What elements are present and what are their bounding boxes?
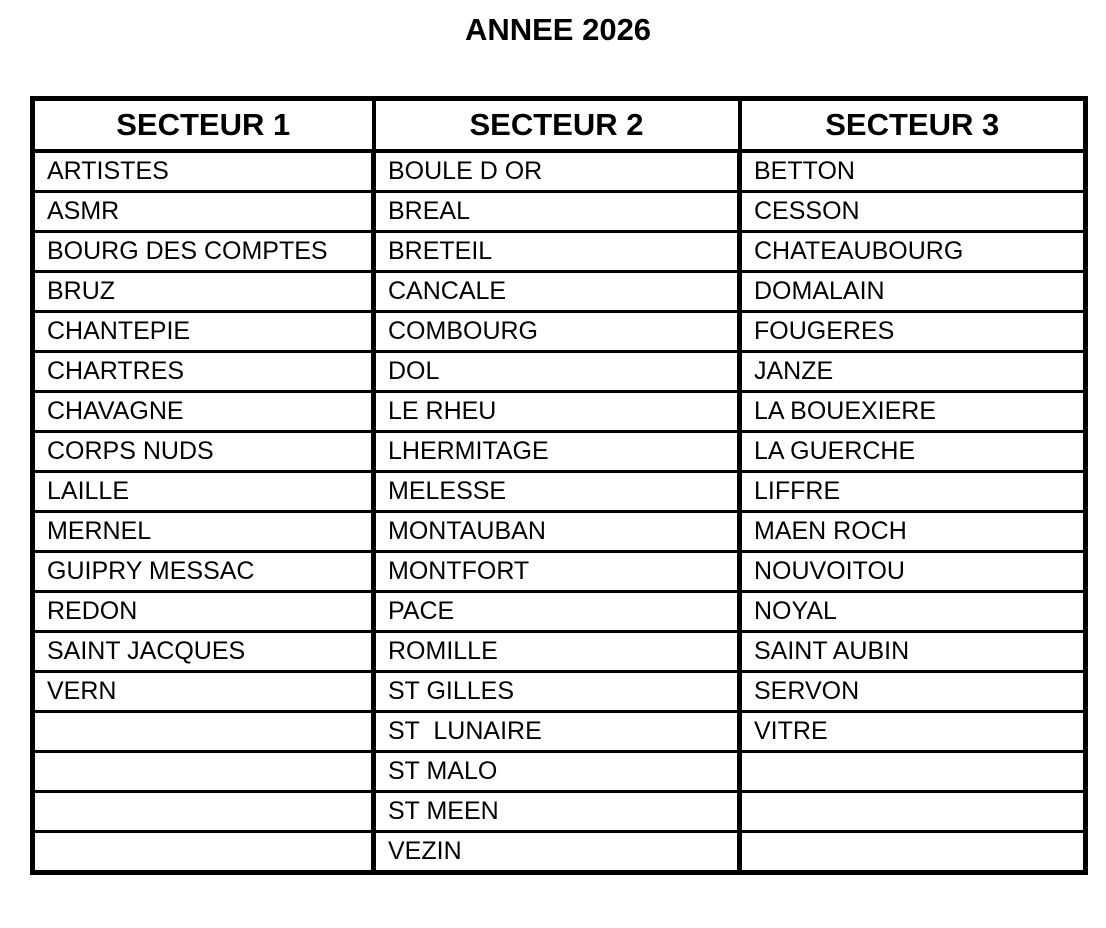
cell-secteur-3: BETTON — [740, 151, 1086, 192]
table-row — [33, 232, 1086, 272]
cell-secteur-2: VEZIN — [374, 832, 740, 873]
table-row — [33, 832, 1086, 873]
cell-secteur-1: VERN — [33, 672, 374, 712]
cell-secteur-2: MELESSE — [374, 472, 740, 512]
cell-secteur-3 — [740, 752, 1086, 792]
cell-secteur-1: LAILLE — [33, 472, 374, 512]
cell-secteur-3: SERVON — [740, 672, 1086, 712]
cell-secteur-1: SAINT JACQUES — [33, 632, 374, 672]
cell-secteur-2: BOULE D OR — [374, 151, 740, 192]
cell-secteur-3 — [740, 792, 1086, 832]
table-row — [33, 752, 1086, 792]
cell-secteur-1: REDON — [33, 592, 374, 632]
cell-secteur-3: CHATEAUBOURG — [740, 232, 1086, 272]
cell-secteur-1: MERNEL — [33, 512, 374, 552]
table-row — [33, 192, 1086, 232]
table-row — [33, 552, 1086, 592]
cell-secteur-1: ASMR — [33, 192, 374, 232]
cell-secteur-2: BREAL — [374, 192, 740, 232]
cell-secteur-1: GUIPRY MESSAC — [33, 552, 374, 592]
cell-secteur-3: DOMALAIN — [740, 272, 1086, 312]
cell-secteur-2: ROMILLE — [374, 632, 740, 672]
cell-secteur-1: BOURG DES COMPTES — [33, 232, 374, 272]
table-row — [33, 712, 1086, 752]
cell-secteur-2: MONTFORT — [374, 552, 740, 592]
sector-table — [30, 96, 1088, 875]
page-title: ANNEE 2026 — [464, 12, 652, 47]
cell-secteur-1 — [33, 712, 374, 752]
cell-secteur-3: VITRE — [740, 712, 1086, 752]
cell-secteur-1: CHARTRES — [33, 352, 374, 392]
cell-secteur-1: ARTISTES — [33, 151, 374, 192]
cell-secteur-3 — [740, 832, 1086, 873]
cell-secteur-2: ST MALO — [374, 752, 740, 792]
cell-secteur-3: MAEN ROCH — [740, 512, 1086, 552]
header-row — [33, 99, 1086, 152]
cell-secteur-2: ST GILLES — [374, 672, 740, 712]
cell-secteur-3: FOUGERES — [740, 312, 1086, 352]
table-row — [33, 472, 1086, 512]
cell-secteur-2: BRETEIL — [374, 232, 740, 272]
table-row — [33, 632, 1086, 672]
cell-secteur-1 — [33, 792, 374, 832]
cell-secteur-1 — [33, 832, 374, 873]
cell-secteur-3: NOUVOITOU — [740, 552, 1086, 592]
cell-secteur-2: PACE — [374, 592, 740, 632]
cell-secteur-1: CORPS NUDS — [33, 432, 374, 472]
table-row — [33, 272, 1086, 312]
table-row — [33, 151, 1086, 192]
cell-secteur-2: ST LUNAIRE — [374, 712, 740, 752]
table-row — [33, 512, 1086, 552]
cell-secteur-2: MONTAUBAN — [374, 512, 740, 552]
cell-secteur-2: COMBOURG — [374, 312, 740, 352]
cell-secteur-1 — [33, 752, 374, 792]
table-row — [33, 672, 1086, 712]
cell-secteur-2: DOL — [374, 352, 740, 392]
cell-secteur-3: NOYAL — [740, 592, 1086, 632]
table-row — [33, 432, 1086, 472]
cell-secteur-2: ST MEEN — [374, 792, 740, 832]
table-row — [33, 592, 1086, 632]
cell-secteur-3: LA BOUEXIERE — [740, 392, 1086, 432]
table-row — [33, 792, 1086, 832]
cell-secteur-3: LIFFRE — [740, 472, 1086, 512]
cell-secteur-3: LA GUERCHE — [740, 432, 1086, 472]
cell-secteur-3: JANZE — [740, 352, 1086, 392]
header-secteur-1: SECTEUR 1 — [33, 99, 374, 152]
cell-secteur-1: CHANTEPIE — [33, 312, 374, 352]
cell-secteur-1: BRUZ — [33, 272, 374, 312]
header-secteur-2: SECTEUR 2 — [374, 99, 740, 152]
header-secteur-3: SECTEUR 3 — [740, 99, 1086, 152]
cell-secteur-3: CESSON — [740, 192, 1086, 232]
table-row — [33, 312, 1086, 352]
table-row — [33, 352, 1086, 392]
cell-secteur-1: CHAVAGNE — [33, 392, 374, 432]
table-row — [33, 392, 1086, 432]
cell-secteur-2: CANCALE — [374, 272, 740, 312]
cell-secteur-3: SAINT AUBIN — [740, 632, 1086, 672]
cell-secteur-2: LE RHEU — [374, 392, 740, 432]
cell-secteur-2: LHERMITAGE — [374, 432, 740, 472]
